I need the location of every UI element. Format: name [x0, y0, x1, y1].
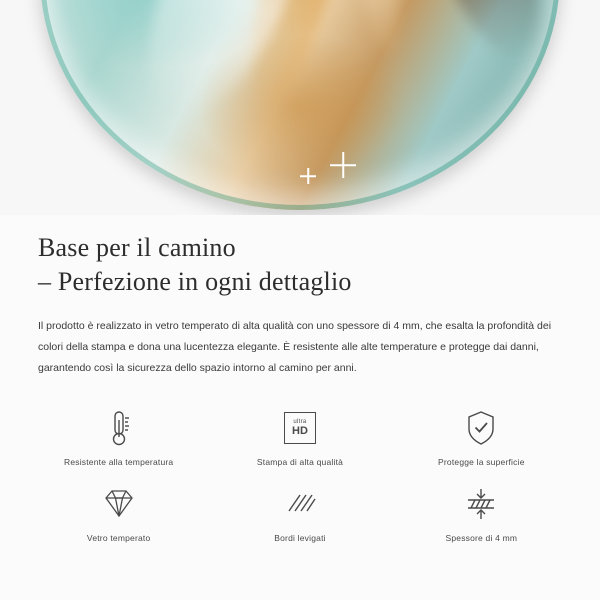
marble-streak-gold	[230, 0, 378, 121]
feature-item-temperature	[28, 405, 209, 467]
feature-label: Vetro temperato	[86, 532, 151, 543]
feature-item-tempered-glass	[28, 481, 209, 543]
thickness-arrows-icon	[462, 481, 500, 527]
feature-item-polished-edges	[209, 481, 390, 543]
feature-item-print-quality	[209, 405, 390, 467]
shield-check-icon	[464, 405, 498, 451]
marble-streak-dark	[395, 0, 560, 73]
ultra-hd-badge-bottom: HD	[292, 424, 308, 437]
description-paragraph: Il prodotto è realizzato in vetro temperato di alta qualità con uno spessore di 4 mm, che esalta la profondità dei colori della stampa e dona una lucentezza elegante. È resistente alle alte temperature e protegge dai danni, garantendo così la sicurezza dello spazio intorno al camino per anni.	[38, 319, 552, 374]
polished-edges-icon	[281, 481, 319, 527]
headline-line-2: – Perfezione in ogni dettaglio	[38, 267, 352, 297]
ultra-hd-icon	[284, 405, 316, 451]
feature-item-thickness	[391, 481, 572, 543]
feature-label: Protegge la superficie	[438, 456, 525, 467]
marble-streak-white	[117, 0, 332, 135]
feature-label: Spessore di 4 mm	[445, 532, 518, 543]
description-text-block	[0, 215, 600, 379]
feature-label: Stampa di alta qualità	[256, 456, 344, 467]
ultra-hd-badge-top: ultra	[293, 418, 307, 425]
diamond-icon	[99, 481, 139, 527]
feature-item-surface-protection	[391, 405, 572, 467]
marble-streak-cream	[336, 0, 407, 60]
glass-disc-graphic	[40, 0, 560, 210]
feature-grid	[0, 405, 600, 543]
thermometer-icon	[102, 405, 136, 451]
page-title	[38, 231, 562, 300]
headline-line-1: Base per il camino	[38, 233, 236, 262]
hero-product-image	[0, 0, 600, 215]
feature-label: Bordi levigati	[274, 532, 326, 543]
feature-label: Resistente alla temperatura	[63, 456, 174, 467]
